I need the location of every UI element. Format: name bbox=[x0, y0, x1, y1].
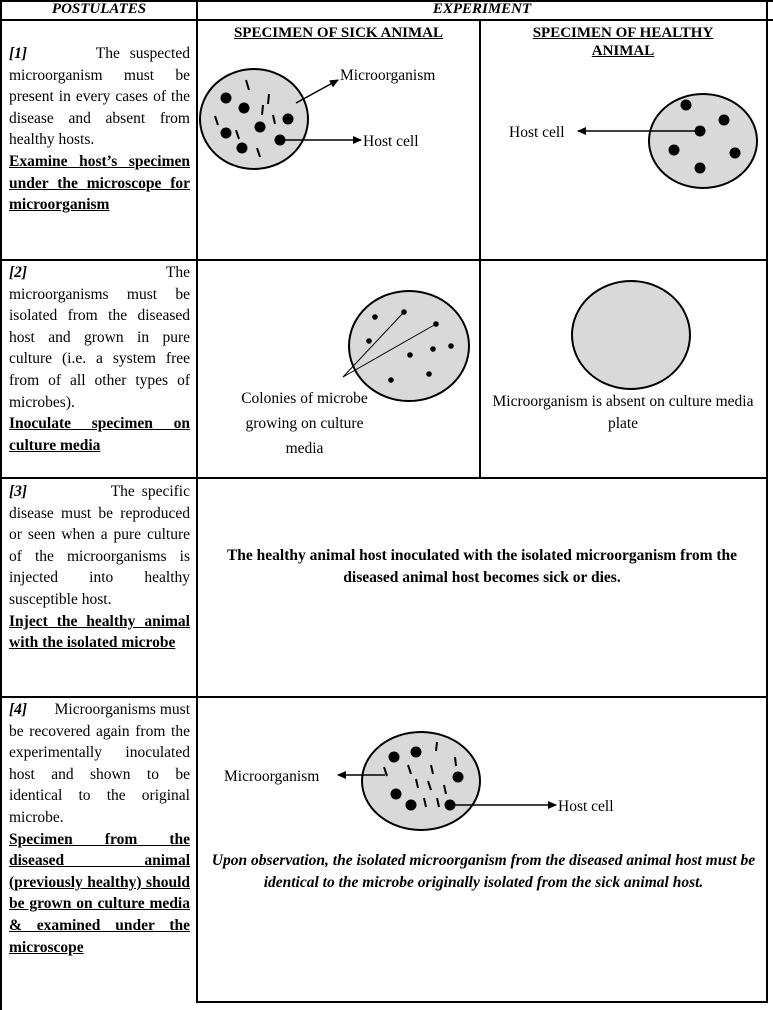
empty-culture-plate bbox=[572, 281, 690, 389]
postulate-action: Inoculate specimen on culture media bbox=[9, 415, 190, 454]
experiment-header: EXPERIMENT bbox=[432, 1, 532, 17]
postulate-text: The suspected microorganism must be present in every cases of the disease and absent from healthy hosts. bbox=[9, 45, 190, 149]
culture-plate-with-colonies bbox=[349, 291, 469, 401]
healthy-host-cell-label: Host cell bbox=[509, 124, 565, 141]
host-cell-label: Host cell bbox=[363, 133, 419, 150]
sick-animal-column-header: SPECIMEN OF SICK ANIMAL bbox=[233, 25, 444, 41]
sick-specimen-circle bbox=[200, 69, 308, 169]
microorganism-arrow bbox=[296, 80, 338, 103]
recovered-host-cell-label: Host cell bbox=[558, 798, 614, 815]
row3-statement: The healthy animal host inoculated with the isolated microorganism from the diseased animal host becomes sick or dies. bbox=[226, 547, 738, 586]
row4-statement: Upon observation, the isolated microorganism from the diseased animal host must be identical to the microbe originally isolated from the sick animal host. bbox=[211, 852, 756, 891]
postulate-text: The specific disease must be reproduced or seen when a pure culture of the microorganisms is injected into healthy susceptible host. bbox=[9, 483, 190, 608]
healthy-specimen-circle bbox=[649, 94, 757, 188]
postulate-action: Examine host’s specimen under the microscope for microorganism bbox=[9, 152, 190, 214]
microorganism-absent-label: Microorganism is absent on culture media plate bbox=[492, 393, 754, 432]
recovered-specimen-circle bbox=[362, 732, 480, 830]
postulate-action: Inject the healthy animal with the isolated microbe bbox=[9, 612, 190, 652]
postulate-number: [2] bbox=[9, 264, 28, 281]
postulates-header: POSTULATES bbox=[51, 1, 147, 17]
healthy-animal-column-header: SPECIMEN OF HEALTHY ANIMAL bbox=[532, 25, 714, 59]
recovered-microorganism-label: Microorganism bbox=[224, 768, 320, 785]
postulate-text: The microorganisms must be isolated from the diseased host and grown in pure culture (i.e. a system free from of all other types of microbes). bbox=[9, 264, 190, 411]
microorganism-label: Microorganism bbox=[340, 67, 436, 84]
postulate-text: Microorganisms must be recovered again from the experimentally inoculated host and shown to be identical to the original microbe. bbox=[9, 701, 191, 826]
postulate-number: [1] bbox=[9, 45, 28, 62]
postulate-number: [3] bbox=[9, 483, 28, 500]
postulate-action: Specimen from the diseased animal (previously healthy) should be grown on culture media & examined under the microscope bbox=[9, 830, 190, 956]
postulate-number: [4] bbox=[9, 701, 28, 718]
colonies-label: Colonies of microbe growing on culture media bbox=[241, 390, 368, 457]
